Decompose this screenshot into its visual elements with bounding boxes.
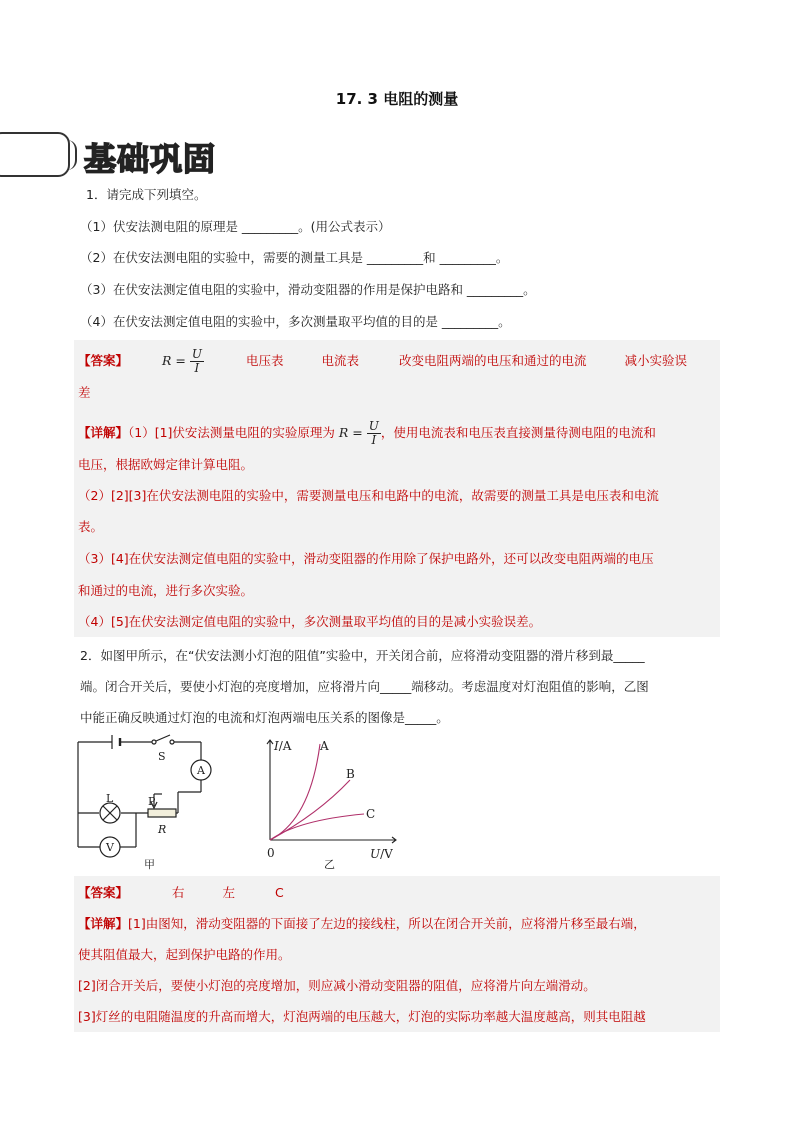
answer-item-3: C (275, 885, 284, 900)
voltmeter-label: V (106, 841, 114, 854)
q1-detail-line-2: 电压，根据欧姆定律计算电阻。 (78, 457, 254, 472)
y-axis-label: I/A (274, 739, 292, 753)
answer-tag: 【答案】 (78, 353, 129, 368)
q2-detail-line-1 (78, 915, 646, 933)
switch-blade (156, 735, 170, 741)
q1-item-2: （2）在伏安法测电阻的实验中，需要的测量工具是 _________和 _________。 (80, 250, 509, 265)
rheostat-body (148, 809, 176, 817)
x-axis-label: U/V (370, 847, 393, 861)
detail-formula-numerator: U (368, 419, 379, 433)
q1-stem: 1．请完成下列填空。 (86, 187, 207, 202)
detail-formula-fraction (367, 420, 381, 447)
detail-formula-lhs: R = (338, 425, 363, 440)
q2-detail-line-4: [3]灯丝的电阻随温度的升高而增大，灯泡两端的电压越大，灯泡的实际功率越大温度越高，则其电阻越 (78, 1009, 646, 1024)
answer-item-4-wrap: 差 (78, 385, 91, 400)
q2-detail-line-3: [2]闭合开关后，要使小灯泡的亮度增加，则应减小滑动变阻器的阻值，应将滑片向左端滑动。 (78, 978, 596, 993)
q2-answer-panel (74, 876, 720, 1032)
q1-item-1: （1）伏安法测电阻的原理是 _________。(用公式表示） (80, 219, 391, 234)
curve-a-label: A (320, 739, 329, 753)
detail-tag: 【详解】 (78, 916, 129, 931)
page-title: 17. 3 电阻的测量 (335, 90, 459, 108)
detail-text: （1）[1]伏安法测量电阻的实验原理为 (128, 425, 335, 440)
figure-caption-jia: 甲 (144, 858, 155, 871)
q2-stem-line-1: 2．如图甲所示，在“伏安法测小灯泡的阻值”实验中，开关闭合前，应将滑动变阻器的滑片移到最_____ (80, 648, 645, 663)
answer-item-1: 右 (172, 885, 185, 900)
ammeter-label: A (197, 764, 205, 777)
q2-stem-line-2: 端。闭合开关后，要使小灯泡的亮度增加，应将滑片向_____端移动。考虑温度对灯泡阻值的影响，乙图 (80, 679, 649, 694)
answer-item-4: 减小实验误 (624, 353, 687, 368)
q1-detail-line-3: （2）[2][3]在伏安法测电阻的实验中，需要测量电压和电路中的电流，故需要的测量工具是电压表和电流 (78, 488, 659, 503)
q1-answer-panel (74, 340, 720, 637)
answer-item-2: 电流表 (321, 353, 359, 368)
formula-denominator: I (194, 361, 200, 375)
q1-detail-line-6: 和通过的电流，进行多次实验。 (78, 583, 254, 598)
q1-detail-line-7: （4）[5]在伏安法测定值电阻的实验中，多次测量取平均值的目的是减小实验误差。 (78, 614, 542, 629)
detail-text: [1]由图知，滑动变阻器的下面接了左边的接线柱，所以在闭合开关前，应将滑片移至最右端， (128, 916, 646, 931)
switch-label: S (158, 750, 166, 763)
formula-lhs: R = (161, 353, 186, 368)
iu-graph (258, 732, 408, 872)
q2-answer-row (78, 884, 284, 902)
resistor-label: R (158, 823, 167, 836)
q1-detail-line-5: （3）[4]在伏安法测定值电阻的实验中，滑动变阻器的作用除了保护电路外，还可以改变电阻两端的电压 (78, 551, 654, 566)
formula-numerator: U (191, 347, 202, 361)
q1-item-4: （4）在伏安法测定值电阻的实验中，多次测量取平均值的目的是 _________。 (80, 314, 511, 329)
formula-fraction (190, 348, 204, 375)
detail-formula-denominator: I (371, 433, 377, 447)
lamp-label: L (106, 792, 114, 805)
q1-detail-line-1 (78, 420, 656, 447)
curve-b-label: B (346, 767, 355, 781)
detail-tag: 【详解】 (78, 425, 129, 440)
origin-label: 0 (267, 846, 275, 860)
slider-label: P (148, 795, 156, 808)
curve-c (270, 814, 364, 840)
answer-item-3: 改变电阻两端的电压和通过的电流 (398, 353, 587, 368)
curve-c-label: C (366, 807, 376, 821)
detail-text: ，使用电流表和电压表直接测量待测电阻的电流和 (380, 425, 656, 440)
q2-stem-line-3: 中能正确反映通过灯泡的电流和灯泡两端电压关系的图像是_____。 (80, 710, 449, 725)
figure-caption-yi: 乙 (324, 858, 335, 871)
q1-detail-line-4: 表。 (78, 519, 104, 534)
answer-item-2: 左 (222, 885, 236, 900)
section-banner-title: 基础巩固 (84, 140, 217, 178)
q1-item-3: （3）在伏安法测定值电阻的实验中，滑动变阻器的作用是保护电路和 _________。 (80, 282, 536, 297)
circuit-diagram (70, 732, 250, 872)
q1-answer-row (78, 348, 687, 375)
q2-detail-line-2: 使其阻值最大，起到保护电路的作用。 (78, 947, 291, 962)
answer-item-1: 电压表 (245, 353, 284, 368)
section-banner-frame (0, 132, 70, 177)
answer-tag: 【答案】 (78, 885, 129, 900)
